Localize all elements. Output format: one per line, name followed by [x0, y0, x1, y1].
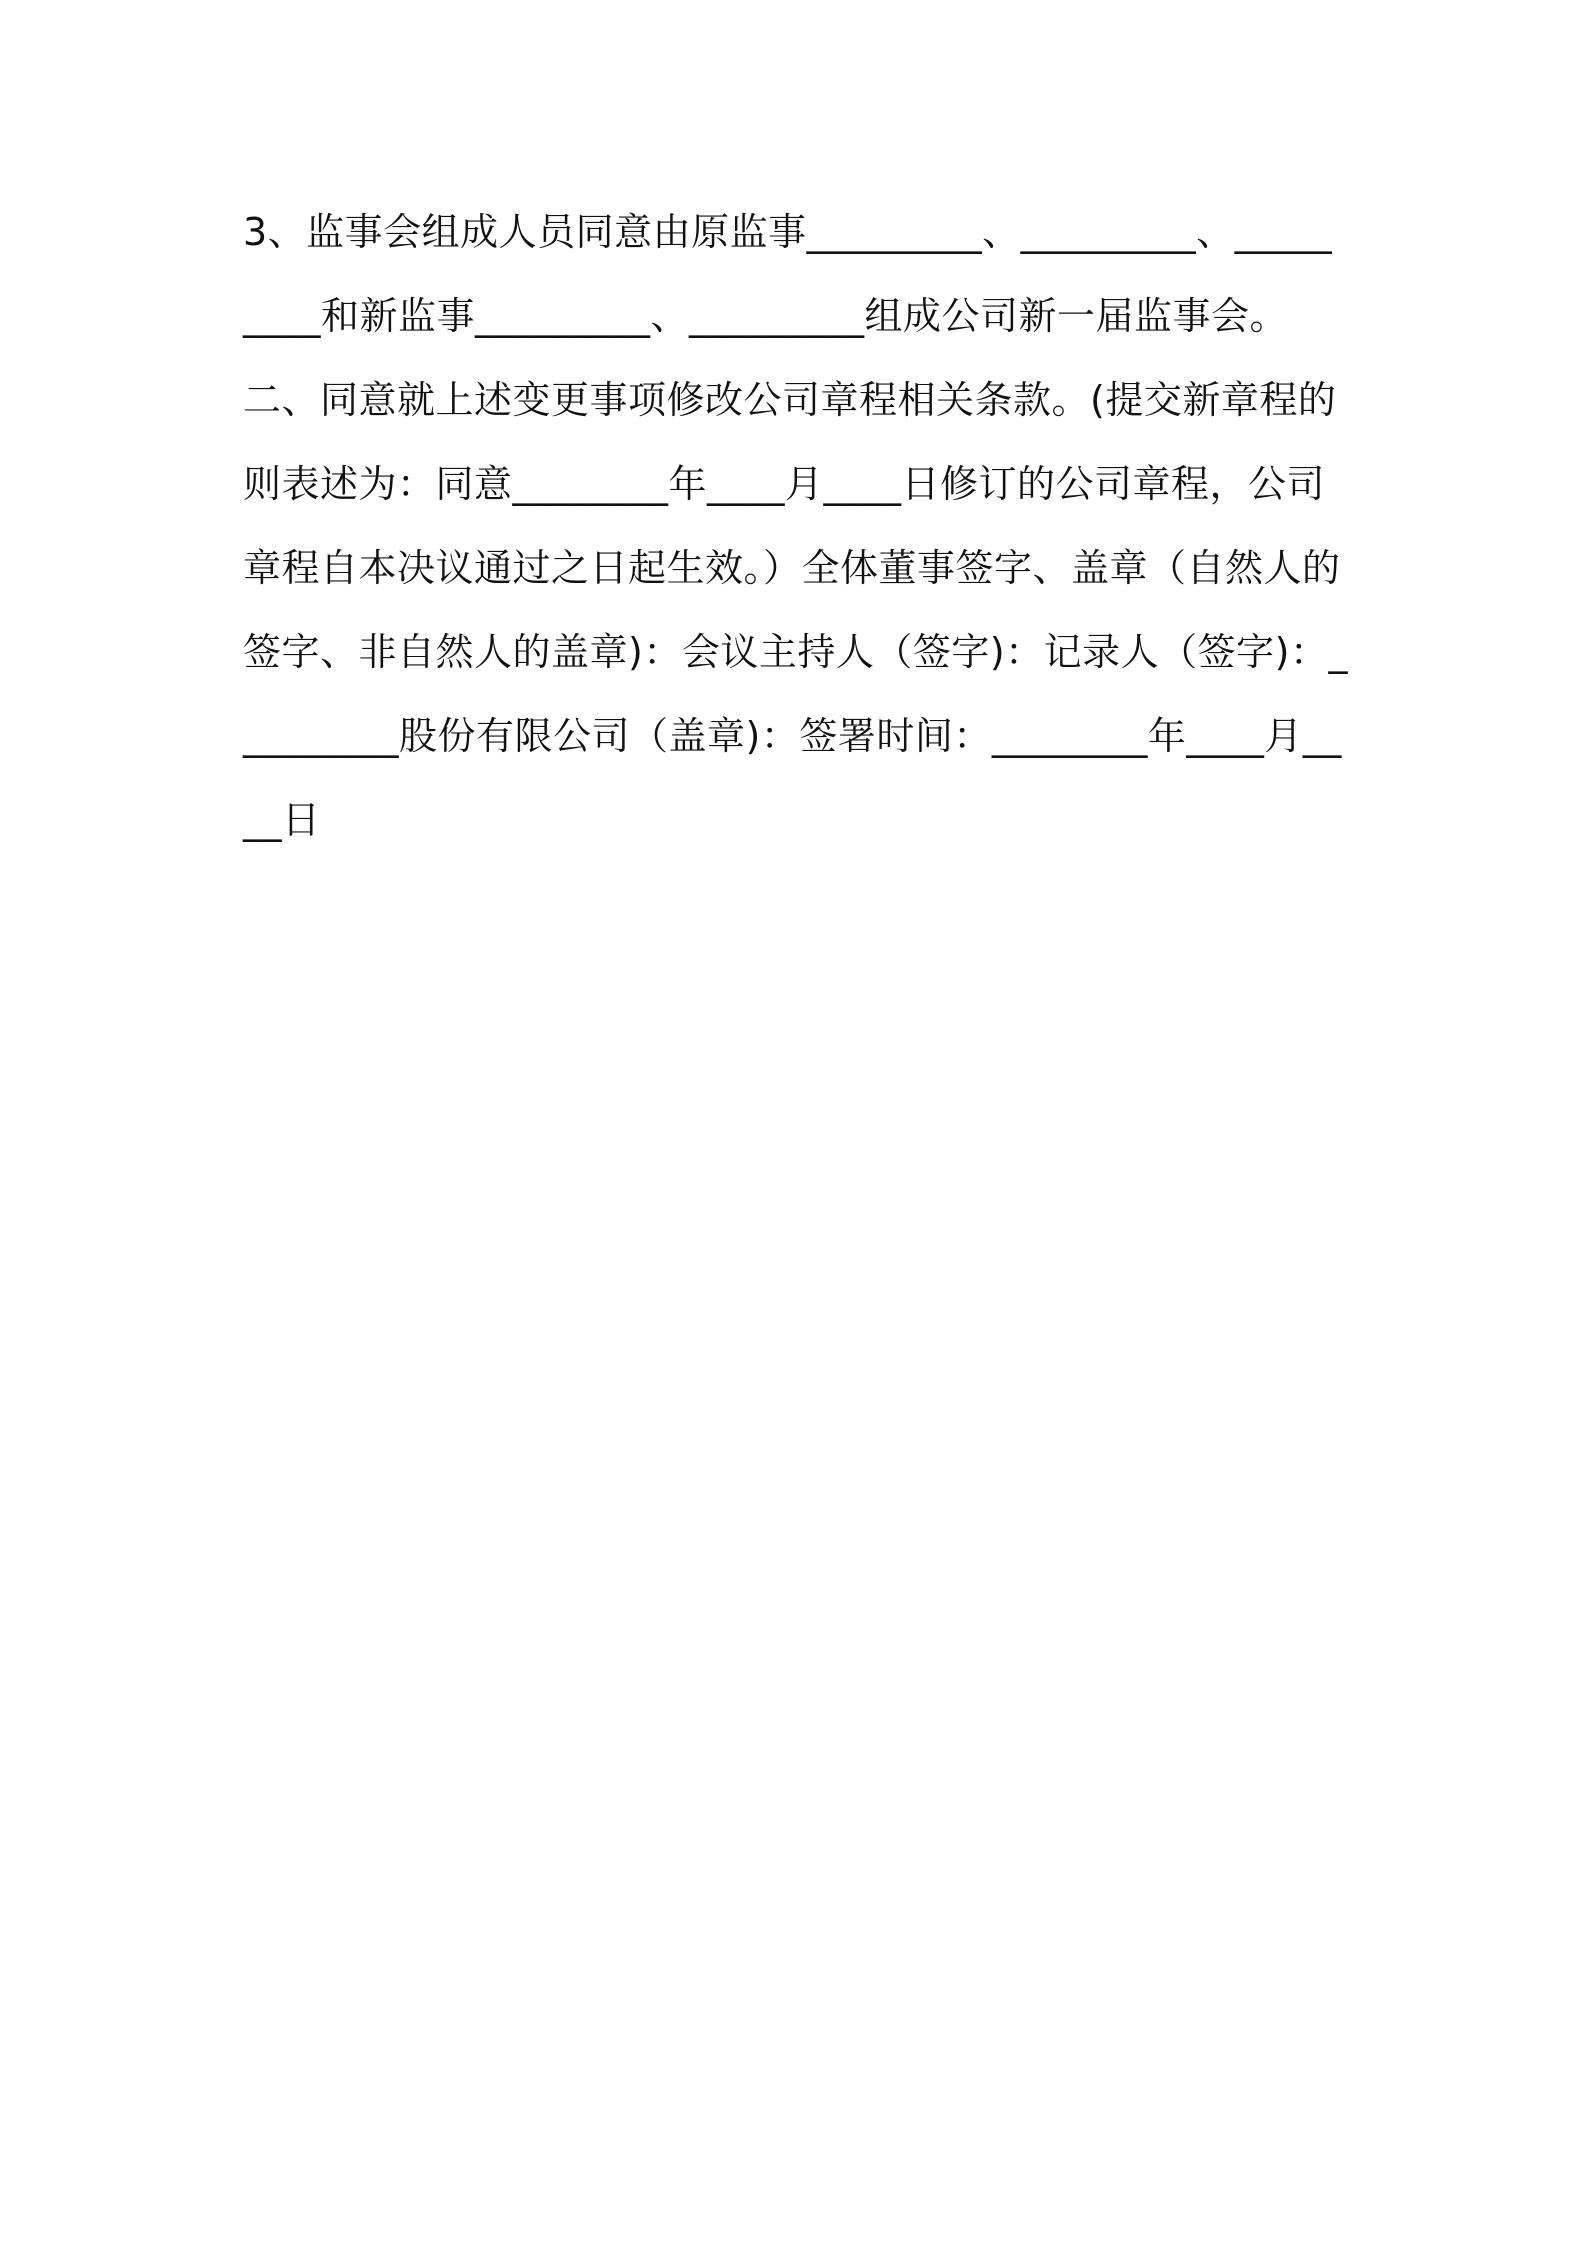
document-body: [243, 190, 1351, 862]
paragraph-supervisory-board: 3、监事会组成人员同意由原监事_________、_________、_________和新监事_________、_________组成公司新一届监事会。: [243, 210, 1333, 338]
paragraph-articles-amendment: 二、同意就上述变更事项修改公司章程相关条款。(提交新章程的则表述为：同意________年____月____日修订的公司章程，公司章程自本决议通过之日起生效。）全体董事签字、盖章（自然人的签字、非自然人的盖章)：会议主持人（签字)：记录人（签字)：_________股份有限公司（盖章)：签署时间：________年____月____日: [243, 378, 1348, 842]
